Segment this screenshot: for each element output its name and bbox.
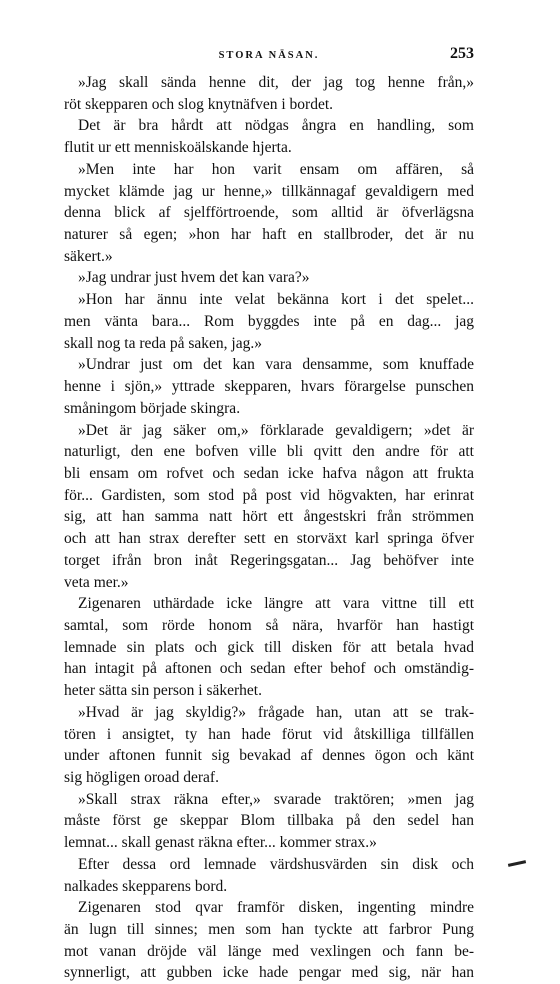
text-line: bli ensam om rofvet och sedan icke hafva någon att frukta [64, 464, 474, 482]
text-line: under aftonen funnit sig bevakad af dennes ögon och känt [64, 747, 474, 765]
text-line: måste först ge skeppar Blom tillbaka på den sedel han [64, 812, 474, 830]
text-line: »Men inte har hon varit ensam om affären, så [78, 160, 474, 178]
text-line: Zigenaren uthärdade icke längre att vara vittne till ett [78, 595, 474, 613]
text-line: nalkades skepparens bord. [64, 877, 228, 895]
text-line: för... Gardisten, som stod på post vid högvakten, har erinrat [64, 486, 474, 504]
text-line: samtal, som rörde honom så nära, hvarför han hastigt [64, 616, 474, 634]
text-line: säkert.» [64, 247, 113, 265]
running-title: STORA NÄSAN. [218, 50, 320, 61]
text-line: sig högligen oroad deraf. [64, 769, 219, 786]
text-line: heter sätta sin person i säkerhet. [64, 682, 262, 700]
text-line: sig, att han samma natt hört ett ångestskri från strömmen [64, 508, 474, 526]
text-line: »Jag skall sända henne dit, der jag tog henne från,» [78, 74, 474, 91]
text-line: flutit ur ett menniskoälskande hjerta. [64, 139, 292, 157]
text-line: Det är bra hårdt att nödgas ångra en handling, som [78, 117, 474, 135]
text-line: mycket klämde jag ur henne,» tillkännagaf gevaldigern med [64, 182, 474, 200]
text-line: och att han strax derefter sett en storväxt karl springa öfver [64, 530, 474, 548]
text-line: tören i ansigtet, ty han hade förut vid åtskilliga tillfällen [64, 725, 474, 743]
running-header [64, 44, 474, 66]
text-line: »Jag undrar just hvem det kan vara?» [78, 269, 310, 287]
text-line: »Undrar just om det kan vara densamme, som knuffade [78, 356, 474, 374]
text-line: »Hon har ännu inte velat bekänna kort i det spelet... [78, 291, 474, 309]
text-line: Efter dessa ord lemnade värdshusvärden sin disk och [78, 855, 474, 873]
text-line: »Hvad är jag skyldig?» frågade han, utan att se trak- [78, 703, 474, 721]
text-line: henne i sjön,» yttrade skepparen, hvars förargelse punschen [64, 378, 474, 396]
text-line: lemnat... skall genast räkna efter... kommer strax.» [64, 834, 377, 852]
text-line: naturer så egen; »hon har haft en stallbroder, det är nu [64, 226, 474, 244]
text-line: Zigenaren stod qvar framför disken, ingenting mindre [78, 899, 474, 917]
text-line: än lugn till sinnes; men som han tyckte att farbror Pung [64, 921, 474, 939]
text-line: men vänta bara... Rom byggdes inte på en dag... jag [64, 312, 474, 330]
text-line: veta mer.» [64, 573, 129, 591]
text-line: röt skepparen och slog knytnäfven i bordet. [64, 95, 334, 113]
text-line: naturligt, den ene bofven ville bli qvitt den andre för att [64, 443, 474, 461]
text-line: »Det är jag säker om,» förklarade gevaldigern; »det är [78, 421, 474, 439]
text-line: synnerligt, att gubben icke hade pengar med sig, när han [64, 964, 474, 982]
corner-mark [508, 860, 526, 867]
page-number: 253 [450, 45, 474, 62]
text-line: »Skall strax räkna efter,» svarade traktören; »men jag [78, 790, 474, 808]
text-line: torget ifrån bron inåt Regeringsgatan... Jag behöfver inte [64, 551, 474, 569]
text-line: skall nog ta reda på saken, jag.» [64, 334, 262, 352]
text-line: han intagit på aftonen och sedan efter behof och omständig- [64, 660, 474, 678]
text-line: småningom började skingra. [64, 399, 241, 417]
text-line: lemnade sin plats och gick till disken för att betala hvad [64, 638, 474, 656]
text-line: mot vanan dröjde väl länge med vexlingen och fann be- [64, 942, 474, 960]
text-line: denna blick af sjelfförtroende, som alltid är öfverlägsna [64, 204, 474, 222]
body-text [64, 72, 474, 984]
